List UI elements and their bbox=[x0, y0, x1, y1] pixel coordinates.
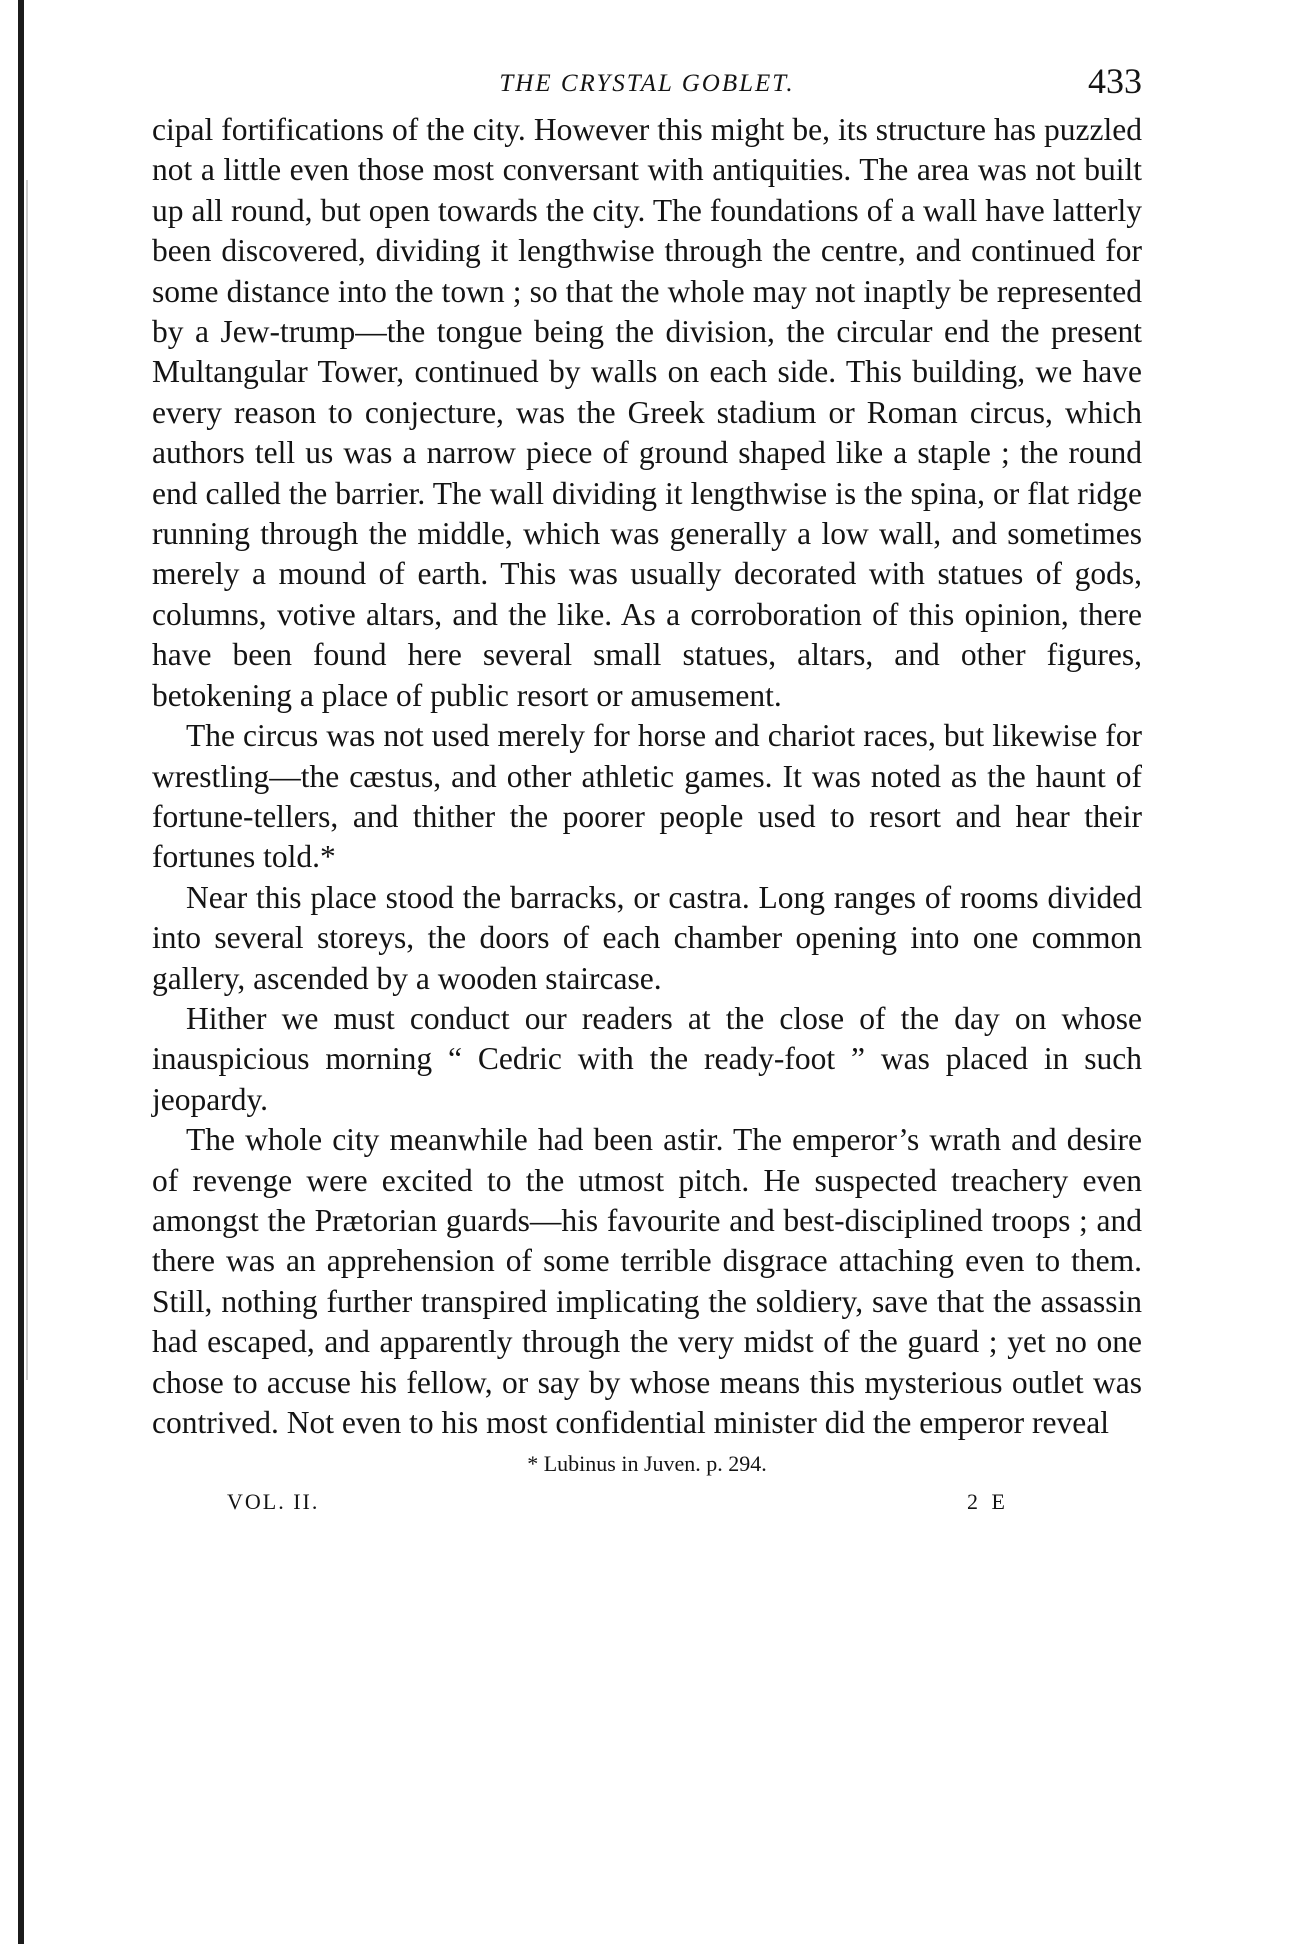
paragraph: Hither we must conduct our readers at the close of the day on whose inauspicious morning “ Cedric with the ready-foot ” was placed in such jeopardy. bbox=[152, 1000, 1142, 1117]
paragraph: The whole city meanwhile had been astir. The emperor’s wrath and desire of revenge were excited to the utmost pitch. He suspected treachery even amongst the Prætorian guards—his favourite and best-disciplined troops ; and there was an apprehension of some terrible disgrace attaching even to them. Still, nothing further transpired implicating the soldiery, save that the assassin had escaped, and apparently through the very midst of the guard ; yet no one chose to accuse his fellow, or say by whose means this mysterious outlet was contrived. Not even to his most confidential minister did the emperor reveal bbox=[152, 1122, 1142, 1440]
binding-edge bbox=[18, 0, 24, 1944]
volume-label: VOL. II. bbox=[227, 1489, 320, 1515]
footnote: * Lubinus in Juven. p. 294. bbox=[527, 1451, 767, 1477]
page-footer bbox=[152, 1489, 1142, 1529]
paragraph: cipal fortifications of the city. However this might be, its structure has puzzled not a little even those most conversant with antiquities. The area was not built up all round, but open towards the city. The foundations of a wall have latterly been discovered, dividing it lengthwise through the centre, and continued for some distance into the town ; so that the whole may not inaptly be represented by a Jew-trump—the tongue being the division, the circular end the present Multangular Tower, continued by walls on each side. This building, we have every reason to conjecture, was the Greek stadium or Roman circus, which authors tell us was a narrow piece of ground shaped like a staple ; the round end called the barrier. The wall dividing it lengthwise is the spina, or flat ridge running through the middle, which was generally a low wall, and sometimes merely a mound of earth. This was usually decorated with statues of gods, columns, votive altars, and the like. As a corroboration of this opinion, there have been found here several small statues, altars, and other figures, betokening a place of public resort or amusement. bbox=[152, 112, 1142, 713]
paragraph: The circus was not used merely for horse and chariot races, but likewise for wrestling—the cæstus, and other athletic games. It was noted as the haunt of fortune-tellers, and thither the poorer people used to resort and hear their fortunes told.* bbox=[152, 718, 1142, 875]
paragraph: Near this place stood the barracks, or castra. Long ranges of rooms divided into several storeys, the doors of each chamber opening into one common gallery, ascended by a wooden staircase. bbox=[152, 879, 1142, 996]
body-text bbox=[152, 110, 1142, 1443]
running-title: THE CRYSTAL GOBLET. bbox=[499, 70, 795, 97]
signature-mark: 2 E bbox=[967, 1489, 1009, 1515]
page-number: 433 bbox=[1088, 61, 1142, 101]
page-header bbox=[152, 60, 1142, 110]
binding-shadow bbox=[26, 180, 28, 1380]
book-page bbox=[152, 60, 1142, 1529]
